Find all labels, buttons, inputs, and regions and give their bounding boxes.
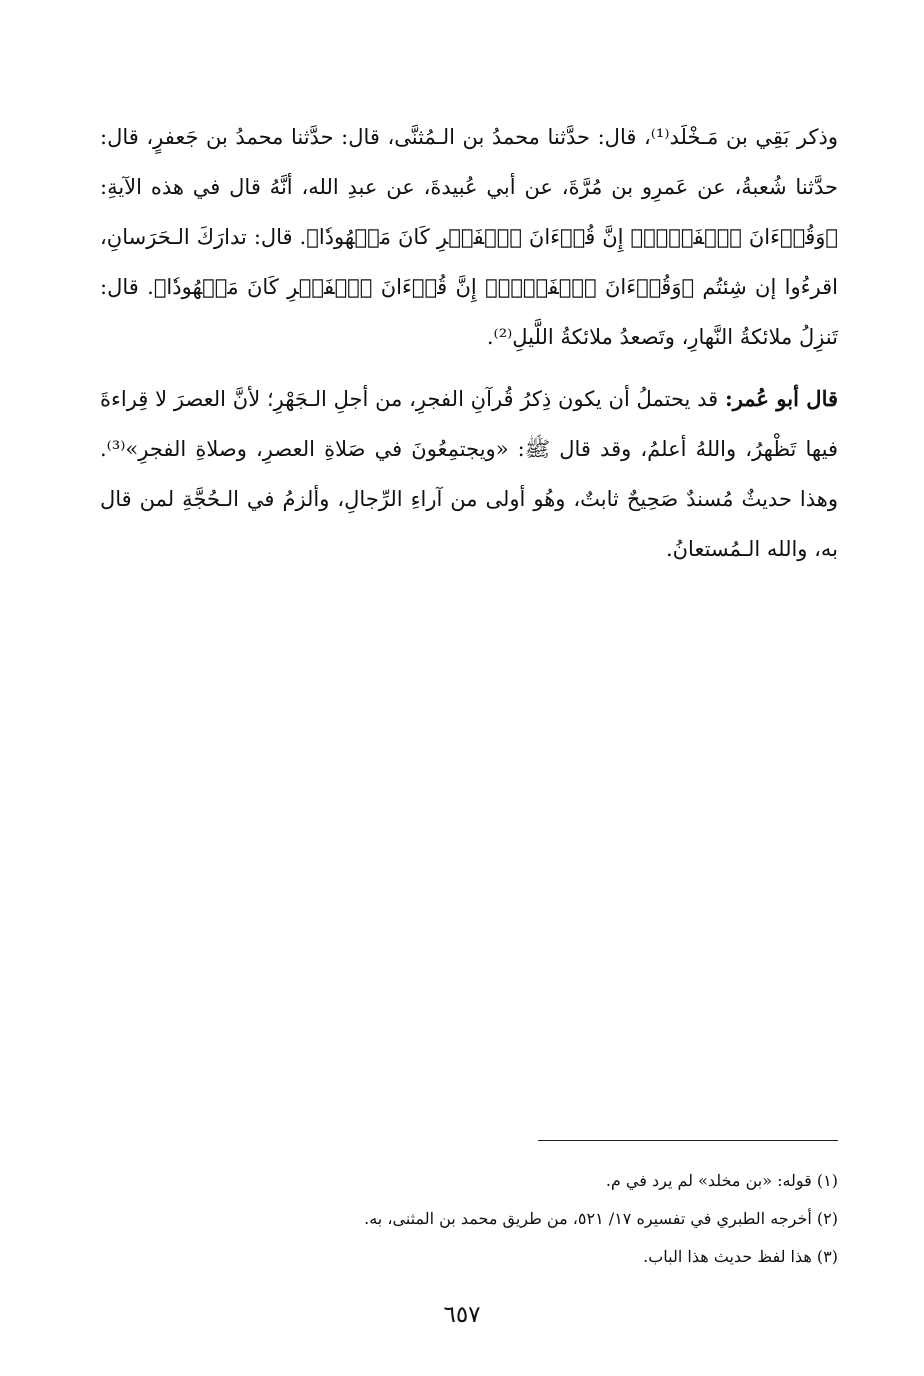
- footnote-3: (٣) هذا لفظ حديث هذا الباب.: [643, 1247, 838, 1266]
- paragraph-1-line-4: الـحَرَسانِ، اقرءُوا إن شِئتُم ﴿وَقُرۡءَانَ ٱلۡفَجۡرِۖ إِنَّ قُرۡءَانَ ٱلۡفَجۡرِ كَانَ مَشۡهُودٗا﴾.: [100, 225, 838, 299]
- footnote-1: (١) قوله: «بن مخلد» لم يرد في م.: [605, 1171, 838, 1190]
- main-text: [100, 112, 838, 574]
- footnotes: [100, 1162, 838, 1276]
- paragraph-2-line-1: قد يحتملُ أن يكون ذِكرُ قُرآنِ الفجرِ، من أجلِ الـجَهْرِ؛: [266, 387, 725, 411]
- footnote-separator: [538, 1140, 838, 1141]
- paragraph-2-line-4: آراءِ الرِّجالِ، وألزمُ في الـحُجَّةِ لمن قال به، والله الـمُستعانُ.: [100, 487, 838, 561]
- paragraph-2: [100, 374, 838, 574]
- paragraph-1-line-2: جَعفرٍ، قال: حدَّثنا شُعبةُ، عن عَمرِو بن مُرَّةَ، عن أبي عُبيدةَ، عن عبدِ الله، أنَّهُ قال: [100, 125, 839, 199]
- paragraph-1-line-1: وذكر بَقِي بن مَـخْلَد⁽¹⁾، قال: حدَّثنا محمدُ بن الـمُثنَّى، قال: حدَّثنا محمدُ بن: [206, 125, 838, 149]
- paragraph-2-line-3: العصرِ، وصلاةِ الفجرِ»⁽³⁾. وهذا حديثٌ مُسندٌ صَحِيحٌ ثابتٌ، وهُو أولى من: [100, 437, 838, 511]
- paragraph-1-line-3: في هذه الآيةِ: ﴿وَقُرۡءَانَ ٱلۡفَجۡرِۖ إِنَّ قُرۡءَانَ ٱلۡفَجۡرِ كَانَ مَشۡهُودٗا﴾. قال: تدارَكَ: [100, 175, 838, 249]
- footnote-2: (٢) أخرجه الطبري في تفسيره ١٧/ ٥٢١، من طريق محمد بن المثنى، به.: [364, 1209, 838, 1228]
- paragraph-2-line-2: لأنَّ العصرَ لا قِراءةَ فيها تَظْهرُ، واللهُ أعلمُ، وقد قال ﷺ: «ويجتمِعُونَ في صَلاةِ: [100, 387, 838, 461]
- paragraph-1-line-5: قال: تَنزِلُ ملائكةُ النَّهارِ، وتَصعدُ ملائكةُ اللَّيلِ⁽²⁾.: [100, 275, 838, 349]
- paragraph-2-lead: قال أبو عُمر:: [724, 386, 839, 411]
- paragraph-1: [100, 112, 838, 362]
- page-number: ٦٥٧: [443, 1302, 481, 1328]
